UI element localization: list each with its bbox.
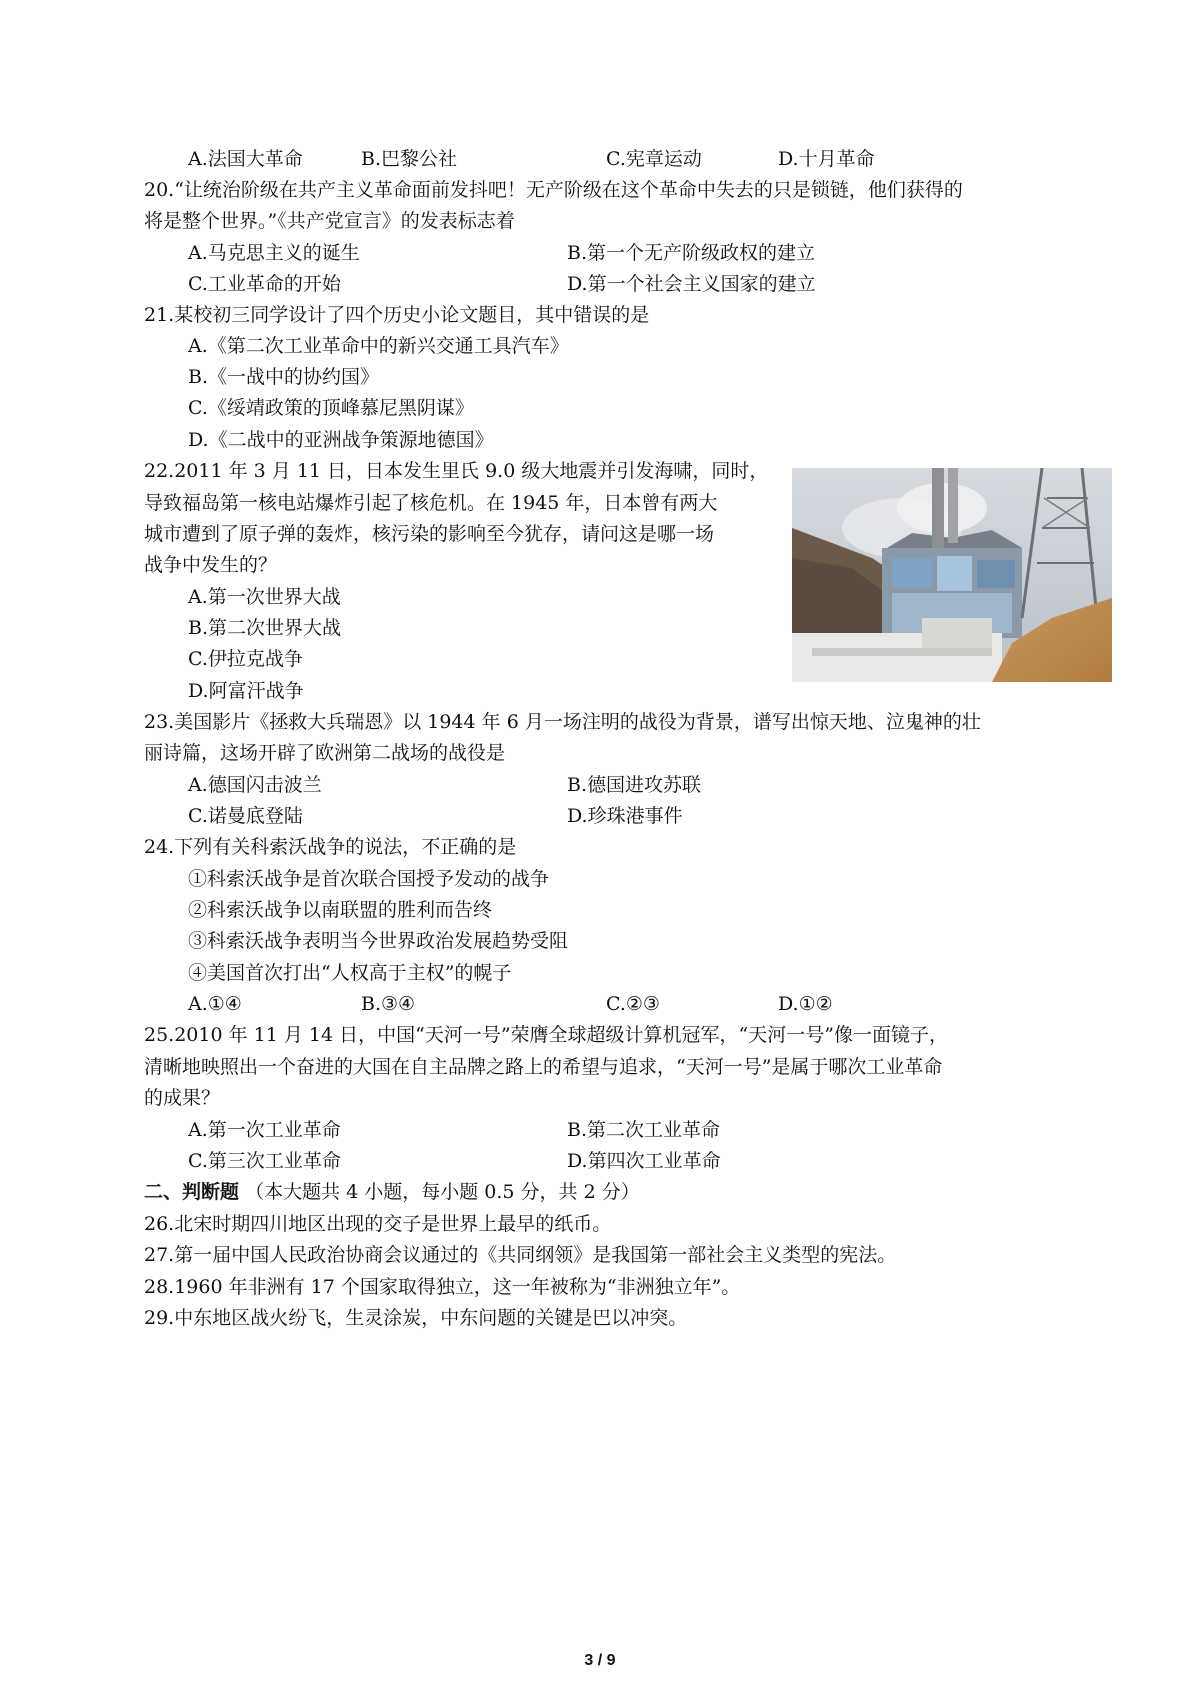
section-note: （本大题共 4 小题，每小题 0.5 分，共 2 分） — [245, 1181, 640, 1203]
judge-item-28: 28.1960 年非洲有 17 个国家取得独立，这一年被称为“非洲独立年”。 — [144, 1276, 741, 1298]
q22-option-b: B.第二次世界大战 — [188, 617, 342, 639]
q25-stem-line1: 25.2010 年 11 月 14 日，中国“天河一号”荣膺全球超级计算机冠军，“天河一号”像一面镜子， — [144, 1024, 948, 1046]
nuclear-plant-photo — [792, 468, 1112, 682]
judge-item-26: 26.北宋时期四川地区出现的交子是世界上最早的纸币。 — [144, 1213, 612, 1235]
q22-option-d: D.阿富汗战争 — [188, 680, 304, 702]
q23-option-a: A.德国闪击波兰 — [188, 774, 322, 796]
q22-stem-line4: 战争中发生的？ — [144, 554, 278, 576]
q25-option-b: B.第二次工业革命 — [567, 1119, 721, 1141]
q22-stem-line3: 城市遭到了原子弹的轰炸，核污染的影响至今犹存，请问这是哪一场 — [144, 523, 715, 545]
section-judgement-heading — [144, 1179, 640, 1205]
q25-option-a: A.第一次工业革命 — [188, 1119, 341, 1141]
q20-stem-line1: 20.“让统治阶级在共产主义革命面前发抖吧！无产阶级在这个革命中失去的只是锁链，他们获得的 — [144, 179, 963, 201]
q23-option-c: C.诺曼底登陆 — [188, 805, 303, 827]
q19-option-c: C.宪章运动 — [606, 148, 702, 170]
q20-stem-line2: 将是整个世界。”《共产党宣言》的发表标志着 — [144, 210, 515, 232]
q22-stem-line2: 导致福岛第一核电站爆炸引起了核危机。在 1945 年，日本曾有两大 — [144, 492, 718, 514]
q20-option-c: C.工业革命的开始 — [188, 273, 341, 295]
q23-stem-line2: 丽诗篇，这场开辟了欧洲第二战场的战役是 — [144, 742, 506, 764]
q19-option-b: B.巴黎公社 — [361, 148, 458, 170]
q24-item-3: ③科索沃战争表明当今世界政治发展趋势受阻 — [188, 930, 569, 952]
q21-option-a: A.《第二次工业革命中的新兴交通工具汽车》 — [188, 335, 569, 357]
q21-stem: 21.某校初三同学设计了四个历史小论文题目，其中错误的是 — [144, 304, 650, 326]
q19-option-a: A.法国大革命 — [188, 148, 303, 170]
page-number: 3 / 9 — [584, 1652, 616, 1669]
q20-option-d: D.第一个社会主义国家的建立 — [567, 273, 816, 295]
q24-option-a: A.①④ — [188, 993, 242, 1015]
q24-stem: 24.下列有关科索沃战争的说法，不正确的是 — [144, 836, 517, 858]
q22-option-a: A.第一次世界大战 — [188, 586, 341, 608]
q24-item-4: ④美国首次打出“人权高于主权”的幌子 — [188, 962, 512, 984]
q25-option-c: C.第三次工业革命 — [188, 1150, 341, 1172]
q25-option-d: D.第四次工业革命 — [567, 1150, 721, 1172]
q19-option-d: D.十月革命 — [778, 148, 875, 170]
q24-option-c: C.②③ — [606, 993, 660, 1015]
q24-item-1: ①科索沃战争是首次联合国授予发动的战争 — [188, 868, 550, 890]
q24-option-d: D.①② — [778, 993, 833, 1015]
q23-stem-line1: 23.美国影片《拯救大兵瑞恩》以 1944 年 6 月一场注明的战役为背景，谱写出惊天地、泣鬼神的壮 — [144, 711, 981, 733]
q25-stem-line2: 清晰地映照出一个奋进的大国在自主品牌之路上的希望与追求，“天河一号”是属于哪次工业革命 — [144, 1056, 943, 1078]
q20-option-a: A.马克思主义的诞生 — [188, 242, 360, 264]
q22-option-c: C.伊拉克战争 — [188, 648, 303, 670]
q24-item-2: ②科索沃战争以南联盟的胜利而告终 — [188, 899, 493, 921]
judge-item-27: 27.第一届中国人民政治协商会议通过的《共同纲领》是我国第一部社会主义类型的宪法。 — [144, 1244, 897, 1266]
q21-option-c: C.《绥靖政策的顶峰慕尼黑阴谋》 — [188, 397, 474, 419]
section-title: 二、判断题 — [144, 1181, 240, 1203]
q22-stem-line1: 22.2011 年 3 月 11 日，日本发生里氏 9.0 级大地震并引发海啸，同时， — [144, 460, 769, 482]
judge-item-29: 29.中东地区战火纷飞，生灵涂炭，中东问题的关键是巴以冲突。 — [144, 1307, 688, 1329]
q23-option-d: D.珍珠港事件 — [567, 805, 683, 827]
q21-option-b: B.《一战中的协约国》 — [188, 366, 380, 388]
q24-option-b: B.③④ — [361, 993, 416, 1015]
q25-stem-line3: 的成果？ — [144, 1087, 221, 1109]
q21-option-d: D.《二战中的亚洲战争策源地德国》 — [188, 429, 494, 451]
q23-option-b: B.德国进攻苏联 — [567, 774, 702, 796]
q20-option-b: B.第一个无产阶级政权的建立 — [567, 242, 816, 264]
